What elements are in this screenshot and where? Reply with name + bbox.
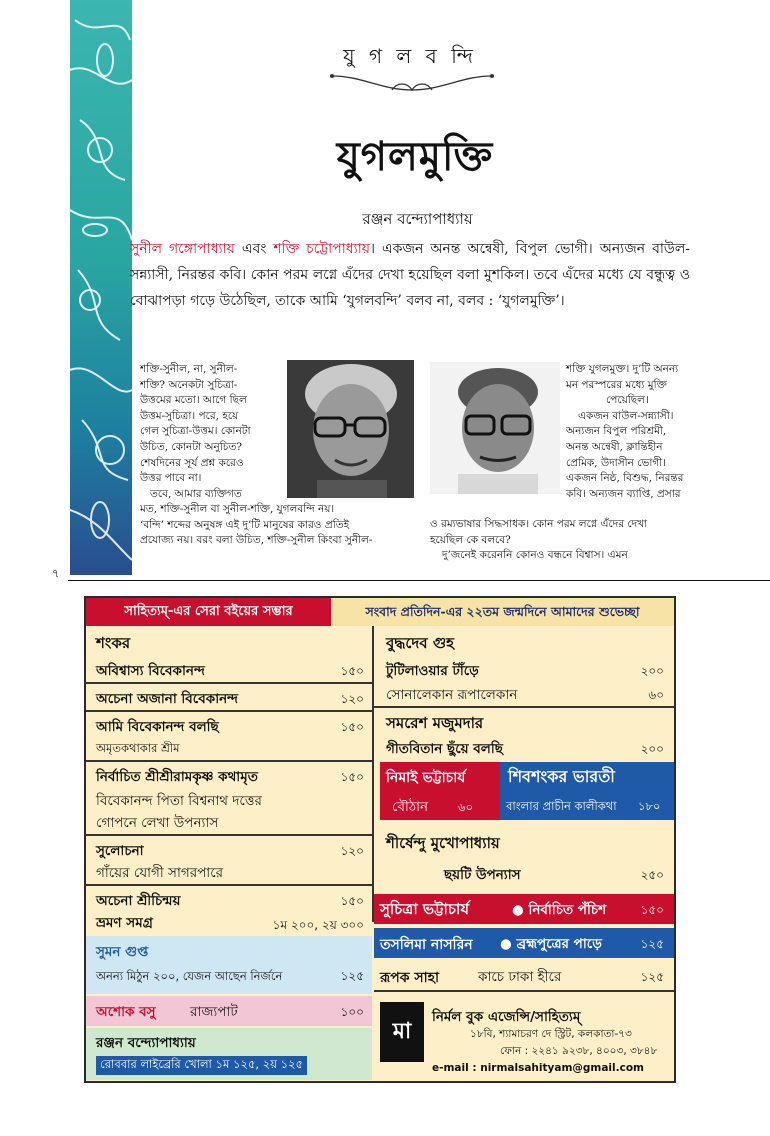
book-title: গোপনে লেখা উপন্যাস	[96, 815, 219, 831]
author-rupak: রূপক সাহা	[380, 970, 440, 986]
author-shibshankar: শিবশংকর ভারতী	[508, 767, 615, 786]
book-price: ১২৫	[340, 969, 364, 983]
book-price: ২৫০	[640, 868, 664, 882]
body-line: তবে, আমার ব্যক্তিগত	[150, 487, 242, 500]
author-taslima: তসলিমা নাসরিন	[380, 937, 473, 953]
author-suman: সুমন গুপ্ত	[96, 944, 149, 960]
author-shankar: শংকর	[96, 634, 131, 652]
book-price: ১২৫	[640, 970, 664, 984]
body-line: অন্যজন বিপুল পরিশ্রমী,	[566, 425, 667, 438]
book-price: ১৫০	[340, 770, 364, 784]
intro-rest: । একজন অনন্ত অন্বেষী, বিপুল ভোগী। অন্যজন বাউল-সন্ন্যাসী, নিরন্তর কবি। কোন পরম লগ্নে এঁদের দেখা হয়েছিল বলা মুশকিল। তবে এঁদের মধ্যে যে বন্ধুত্ব ও বোঝাপড়া গড়ে উঠেছিল, তাকে আমি ‘যুগলবন্দি’ বলব না, বলব : ‘যুগলমুক্তি’।	[130, 241, 690, 309]
body-line: হয়েছিল কে বলবে?	[430, 533, 511, 546]
intro-paragraph	[130, 236, 690, 314]
book-title: ছয়টি উপন্যাস	[444, 867, 521, 883]
author-suchitra: সুচিত্রা ভট্টাচার্য	[380, 900, 469, 918]
body-line: পেয়েছিল।	[606, 394, 649, 407]
intro-name-sunil: সুনীল গঙ্গোপাধ্যায়	[130, 241, 235, 257]
body-left-column-wide	[140, 502, 420, 549]
floral-decoration	[70, 0, 132, 575]
body-right-column-wide	[430, 517, 710, 564]
body-line: শক্তি যুগলমুক্ত। দু’টি অনন্য	[566, 363, 679, 375]
publisher-email: e-mail : nirmalsahityam@gmail.com	[432, 1062, 644, 1074]
book-price: ২০০	[640, 742, 664, 756]
book-title: বিবেকানন্দ পিতা বিশ্বনাথ দত্তের	[96, 793, 262, 809]
row-divider	[374, 706, 674, 708]
photo-sunil	[287, 360, 414, 498]
book-title: সুলোচনা	[96, 843, 144, 859]
book-price: ৬০	[458, 800, 473, 814]
intro-name-shakti: শক্তি চট্টোপাধ্যায়	[273, 241, 371, 257]
publisher-logo: মা	[380, 1002, 424, 1062]
row-divider	[374, 990, 674, 992]
body-line: প্রযোজ্য নয়। বরং বলা উচিত, শক্তি-সুনীল কিংবা সুনীল-	[140, 534, 373, 547]
publisher-name: নির্মল বুক এজেন্সি/সাহিত্যম্‌	[432, 1009, 581, 1025]
article-title: যুগলমুক্তি	[336, 133, 494, 180]
row-divider	[86, 884, 372, 886]
body-line: মত, শক্তি-সুনীল বা সুনীল-শক্তি, যুগলবন্দি নয়।	[140, 503, 335, 515]
row-divider	[86, 760, 372, 762]
book-price: ১৮০	[638, 799, 661, 813]
book-title: কাচে ঢাকা হীরে	[478, 969, 562, 985]
body-line: একজন নিষ্ঠ, বিশুদ্ধ, নিরন্তর	[566, 472, 684, 485]
book-price: ১ম ২০০, ২য় ৩০০	[272, 918, 364, 932]
book-price: ১২০	[340, 692, 364, 706]
body-line: গেল সুচিত্রা-উত্তম। কোনটা	[140, 425, 251, 438]
body-line: শক্তি? অনেকটা সুচিত্রা-	[140, 378, 238, 391]
book-title: গীতবিতান ছুঁয়ে বলছি	[386, 741, 503, 757]
book-title: নির্বাচিত শ্রীশ্রীরামকৃষ্ণ কথামৃত	[96, 769, 258, 785]
section-kicker: যু গ ল ব ন্দি	[343, 44, 477, 68]
book-title: অনন্য মিঠুন ২০০, যেজন আছেন নির্জনে	[96, 969, 283, 983]
book-price: ১২০	[340, 844, 364, 858]
body-line: উচিত, কোনটা অনুচিত?	[140, 440, 242, 453]
publisher-address: ১৮বি, শ্যামাচরণ দে স্ট্রিট, কলকাতা-৭৩	[470, 1028, 632, 1040]
author-ranjan: রঞ্জন বন্দ্যোপাধ্যায়	[96, 1035, 196, 1051]
book-price: ১৫০	[640, 903, 664, 917]
body-line: একজন বাউল-সন্ন্যাসী।	[578, 409, 674, 422]
book-price: ১২৫	[640, 937, 664, 951]
body-right-column	[566, 362, 706, 502]
ad-banner-right: সংবাদ প্রতিদিন-এর ২২তম জন্মদিনে আমাদের শুভেচ্ছা	[331, 598, 674, 626]
book-title: সোনালেকান রূপালেকান	[386, 687, 518, 703]
body-line: শক্তি-সুনীল, না, সুনীল-	[140, 363, 238, 375]
body-line: উত্তর পাবে না।	[140, 472, 202, 485]
book-title: অচেনা অজানা বিবেকানন্দ	[96, 691, 238, 707]
book-price: ৬০	[648, 688, 664, 702]
book-price: ১৫০	[340, 664, 364, 678]
book-title: ● ব্রহ্মপুত্রের পাড়ে	[500, 936, 602, 952]
book-title: টুটিলাওয়ার টাঁড়ে	[386, 663, 479, 679]
author-samaresh: সমরেশ মজুমদার	[386, 714, 484, 732]
book-price: ২০০	[640, 664, 664, 678]
body-line: শেষদিনের সূর্য প্রশ্ন করেও	[140, 456, 244, 469]
book-title: ● নির্বাচিত পঁচিশ	[512, 902, 607, 918]
photo-shakti	[430, 362, 560, 494]
article-author: রঞ্জন বন্দ্যোপাধ্যায়	[362, 210, 473, 228]
book-title: বাংলার প্রাচীন কালীকথা	[506, 799, 617, 813]
book-title: অমৃতকথাকার শ্রীম	[96, 741, 180, 755]
book-title: অচেনা শ্রীচিন্ময়	[96, 893, 181, 909]
ad-banner-left: সাহিত্যম্‌-এর সেরা বইয়ের সম্ভার	[86, 598, 331, 626]
body-line: উত্তম-সুচিত্রা। পরে, হয়ে	[140, 409, 239, 422]
page-number: ৭	[52, 567, 60, 580]
author-ashok: অশোক বসু	[96, 1004, 156, 1020]
book-title: রোববার লাইব্রেরি খোলা ১ম ১২৫, ২য় ১২৫	[96, 1056, 307, 1075]
body-line: ‘বন্দি’ শব্দের অনুষঙ্গ এই দু’টি মানুষের কারও প্রতিই	[140, 518, 350, 531]
body-line: মন পরস্পরের মধ্যে মুক্তি	[566, 378, 667, 391]
book-title: অবিশ্বাস্য বিবেকানন্দ	[96, 663, 205, 679]
book-title: ভ্রমণ সমগ্র	[96, 915, 153, 931]
book-title: রাজ্যপাট	[190, 1004, 238, 1020]
body-left-column	[140, 362, 300, 502]
author-buddhadeb: বুদ্ধদেব গুহ	[386, 634, 455, 652]
book-price: ১৫০	[340, 894, 364, 908]
row-divider	[86, 682, 372, 684]
page-divider	[68, 580, 770, 581]
book-title: বৌঠান	[392, 799, 429, 815]
ad-column-divider	[372, 626, 374, 922]
body-line: কবি। অন্যজন ব্যাপ্তি, প্রসার	[566, 487, 681, 500]
publisher-phone: ফোন : ২২৪১ ৯২৩৮, ৪০০৩, ৩৮৪৮	[500, 1045, 658, 1057]
row-divider	[86, 710, 372, 712]
author-shirshendu: শীর্ষেন্দু মুখোপাধ্যায়	[386, 834, 500, 852]
body-line: অনন্ত অন্বেষী, ক্লান্তিহীন	[566, 440, 663, 453]
row-divider	[86, 834, 372, 836]
body-line: ও রম্যভাষার সিদ্ধসাধক। কোন পরম লগ্নে এঁদের দেখা	[430, 518, 648, 530]
intro-and: এবং	[234, 241, 274, 257]
body-line: দু’জনেই করেননি কোনও বন্ধনে বিশ্বাস। এমন	[442, 549, 628, 562]
body-line: উত্তমের মতো। আগে ছিল	[140, 394, 247, 407]
author-nimai: নিমাই ভট্টাচার্য	[386, 770, 466, 786]
book-title: গাঁয়ের যোগী সাগরপারে	[96, 865, 224, 881]
book-title: আমি বিবেকানন্দ বলছি	[96, 719, 219, 735]
book-price: ১৫০	[340, 720, 364, 734]
ornament-flourish	[322, 68, 502, 98]
book-price: ১০০	[340, 1005, 364, 1019]
body-line: প্রেমিক, উদাসীন ভোগী।	[566, 456, 667, 469]
